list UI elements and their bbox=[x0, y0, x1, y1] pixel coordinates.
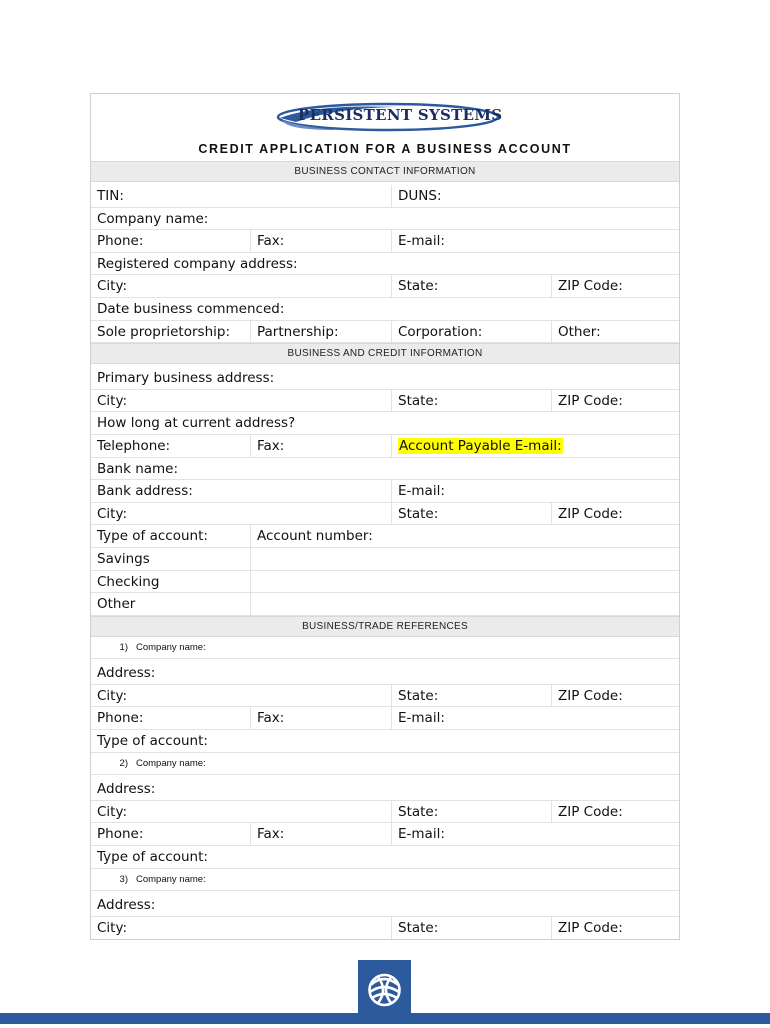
type-of-account-field[interactable]: Type of account: bbox=[97, 733, 208, 750]
form-row bbox=[91, 321, 679, 344]
form-row bbox=[91, 253, 679, 276]
state-field[interactable]: State: bbox=[392, 275, 552, 297]
telephone-field[interactable]: Telephone: bbox=[91, 435, 251, 457]
form-row bbox=[91, 275, 679, 298]
checking-account-blank[interactable] bbox=[251, 571, 679, 593]
phone-field[interactable]: Phone: bbox=[91, 707, 251, 729]
fax-field[interactable]: Fax: bbox=[251, 823, 392, 845]
form-row bbox=[91, 458, 679, 481]
bank-email-field[interactable]: E-mail: bbox=[398, 483, 445, 500]
sole-proprietorship-field[interactable]: Sole proprietorship: bbox=[91, 321, 251, 343]
footer-logo-badge bbox=[358, 960, 411, 1024]
state-field[interactable]: State: bbox=[392, 685, 552, 707]
type-of-account-field[interactable]: Type of account: bbox=[97, 849, 208, 866]
bank-state-field[interactable]: State: bbox=[392, 503, 552, 525]
partnership-field[interactable]: Partnership: bbox=[251, 321, 392, 343]
form-row bbox=[91, 503, 679, 526]
tin-field[interactable]: TIN: bbox=[91, 185, 392, 207]
form-row bbox=[91, 208, 679, 231]
form-row bbox=[91, 730, 679, 753]
form-row bbox=[91, 525, 679, 548]
zip-field[interactable]: ZIP Code: bbox=[558, 687, 623, 704]
form-row bbox=[91, 823, 679, 846]
registered-address-field[interactable]: Registered company address: bbox=[97, 255, 298, 272]
other-field[interactable]: Other: bbox=[558, 323, 601, 340]
state-field[interactable]: State: bbox=[392, 801, 552, 823]
bank-name-field[interactable]: Bank name: bbox=[97, 460, 179, 477]
form-row bbox=[91, 412, 679, 435]
bank-address-field[interactable]: Bank address: bbox=[91, 480, 392, 502]
reference-number: 3) bbox=[119, 873, 128, 885]
form-row bbox=[91, 917, 679, 940]
city-field[interactable]: City: bbox=[91, 917, 392, 940]
checking-option[interactable]: Checking bbox=[91, 571, 251, 593]
form-row bbox=[91, 846, 679, 869]
form-row bbox=[91, 480, 679, 503]
primary-address-field[interactable]: Primary business address: bbox=[97, 370, 275, 387]
bank-city-field[interactable]: City: bbox=[91, 503, 392, 525]
form-row bbox=[91, 894, 679, 917]
type-of-account-label: Type of account: bbox=[91, 525, 251, 547]
ap-email-field[interactable] bbox=[392, 435, 679, 457]
email-field[interactable]: E-mail: bbox=[398, 233, 445, 250]
logo-text: PERSISTENT SYSTEMS bbox=[298, 106, 503, 124]
zip-field[interactable]: ZIP Code: bbox=[558, 392, 623, 409]
form-row bbox=[91, 571, 679, 594]
form-row bbox=[91, 367, 679, 390]
form-row bbox=[91, 707, 679, 730]
city-field[interactable]: City: bbox=[91, 801, 392, 823]
reference-company-name-field[interactable]: Company name: bbox=[136, 641, 206, 653]
savings-option[interactable]: Savings bbox=[91, 548, 251, 570]
reference-number: 2) bbox=[119, 757, 128, 769]
form-row bbox=[91, 185, 679, 208]
form-row bbox=[91, 390, 679, 413]
phone-field[interactable]: Phone: bbox=[91, 823, 251, 845]
form-row bbox=[91, 230, 679, 253]
reference-company-name-field[interactable]: Company name: bbox=[136, 757, 206, 769]
form-row bbox=[91, 298, 679, 321]
reference-header bbox=[91, 753, 679, 776]
credit-application-form bbox=[90, 93, 680, 940]
date-commenced-field[interactable]: Date business commenced: bbox=[97, 300, 285, 317]
address-field[interactable]: Address: bbox=[97, 665, 156, 682]
fax-field[interactable]: Fax: bbox=[251, 435, 392, 457]
fax-field[interactable]: Fax: bbox=[251, 230, 392, 252]
form-row bbox=[91, 662, 679, 685]
zip-field[interactable]: ZIP Code: bbox=[558, 803, 623, 820]
form-row bbox=[91, 801, 679, 824]
logo-area bbox=[91, 94, 679, 137]
email-field[interactable]: E-mail: bbox=[398, 826, 445, 843]
savings-account-blank[interactable] bbox=[251, 548, 679, 570]
reference-header bbox=[91, 869, 679, 892]
section-header-references: BUSINESS/TRADE REFERENCES bbox=[91, 616, 679, 637]
corporation-field[interactable]: Corporation: bbox=[392, 321, 552, 343]
section-header-credit: BUSINESS AND CREDIT INFORMATION bbox=[91, 343, 679, 364]
reference-company-name-field[interactable]: Company name: bbox=[136, 873, 206, 885]
state-field[interactable]: State: bbox=[392, 390, 552, 412]
other-account-blank[interactable] bbox=[251, 593, 679, 615]
fax-field[interactable]: Fax: bbox=[251, 707, 392, 729]
city-field[interactable]: City: bbox=[91, 390, 392, 412]
phone-field[interactable]: Phone: bbox=[91, 230, 251, 252]
address-field[interactable]: Address: bbox=[97, 897, 156, 914]
zip-field[interactable]: ZIP Code: bbox=[558, 278, 623, 295]
section-header-contact: BUSINESS CONTACT INFORMATION bbox=[91, 161, 679, 182]
account-number-field[interactable]: Account number: bbox=[257, 528, 373, 545]
address-field[interactable]: Address: bbox=[97, 781, 156, 798]
form-row bbox=[91, 548, 679, 571]
duns-field[interactable]: DUNS: bbox=[398, 188, 442, 204]
form-title: CREDIT APPLICATION FOR A BUSINESS ACCOUNT bbox=[198, 142, 572, 156]
form-row bbox=[91, 593, 679, 616]
reference-header bbox=[91, 637, 679, 660]
form-row bbox=[91, 778, 679, 801]
other-option[interactable]: Other bbox=[91, 593, 251, 615]
ap-email-label: Account Payable E-mail: bbox=[399, 437, 562, 454]
form-row bbox=[91, 435, 679, 458]
form-row bbox=[91, 685, 679, 708]
how-long-field[interactable]: How long at current address? bbox=[97, 415, 296, 432]
company-name-field[interactable]: Company name: bbox=[97, 210, 209, 227]
city-field[interactable]: City: bbox=[91, 685, 392, 707]
reference-number: 1) bbox=[119, 641, 128, 653]
city-field[interactable]: City: bbox=[91, 275, 392, 297]
email-field[interactable]: E-mail: bbox=[398, 710, 445, 727]
brand-knot-icon bbox=[358, 960, 411, 1024]
zip-field[interactable]: ZIP Code: bbox=[558, 919, 623, 936]
state-field[interactable]: State: bbox=[392, 917, 552, 940]
bank-zip-field[interactable]: ZIP Code: bbox=[558, 505, 623, 522]
